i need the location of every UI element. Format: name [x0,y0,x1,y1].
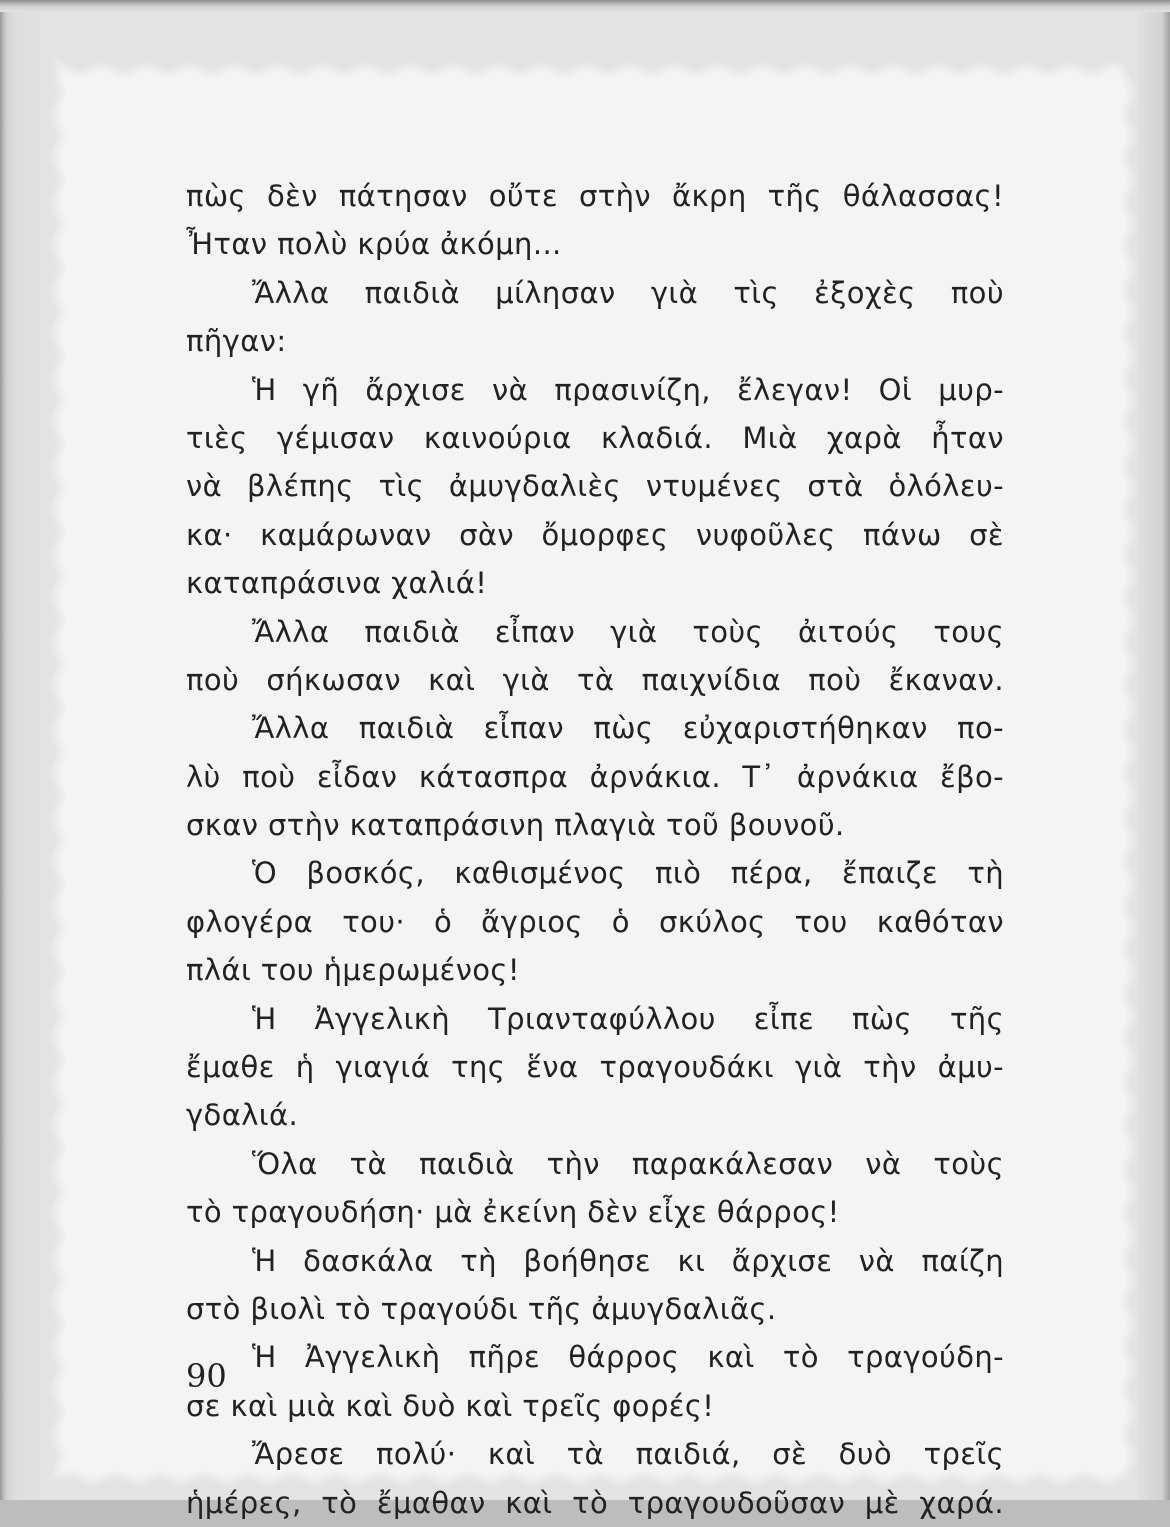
text-line: Ἡ Ἀγγελικὴ Τριανταφύλλου εἶπε πὼς τῆς [252,1001,1004,1036]
text-line: φλογέρα του· ὁ ἄγριος ὁ σκύλος του καθόταν [186,904,1004,939]
text-line: Ὁ βοσκός, καθισμένος πιὸ πέρα, ἔπαιζε τὴ [252,856,1004,891]
text-line: Ἄρεσε πολύ· καὶ τὰ παιδιά, σὲ δυὸ τρεῖς [252,1437,1004,1472]
text-line: Ὅλα τὰ παιδιὰ τὴν παρακάλεσαν νὰ τοὺς [252,1146,1004,1181]
text-line: σκαν στὴν καταπράσινη πλαγιὰ τοῦ βουνοῦ. [186,808,845,843]
text-line: Ἄλλα παιδιὰ εἶπαν γιὰ τοὺς ἀιτούς τους [252,614,1004,649]
text-line: πλάι του ἡμερωμένος! [186,953,520,988]
text-line: πὼς δὲν πάτησαν οὔτε στὴν ἄκρη τῆς θάλασσας! [186,179,1004,213]
text-line: Ἄλλα παιδιὰ εἶπαν πὼς εὐχαριστήθηκαν πο- [252,711,1004,746]
text-line: σε καὶ μιὰ καὶ δυὸ καὶ τρεῖς φορές! [186,1388,715,1423]
text-line: Ἦταν πολὺ κρύα ἀκόμη... [186,227,562,262]
text-line: τὸ τραγουδήση· μὰ ἐκείνη δὲν εἶχε θάρρος! [186,1195,840,1230]
text-line: στὸ βιολὶ τὸ τραγούδι τῆς ἀμυγδαλιᾶς. [186,1291,777,1326]
page-number: 90 [186,1357,227,1395]
text-line: πῆγαν: [186,324,287,359]
text-line: λὺ ποὺ εἶδαν κάτασπρα ἀρνάκια. Τ᾿ ἀρνάκια ἔβο- [186,759,1004,794]
text-line: καταπράσινα χαλιά! [186,566,488,601]
text-line: τιὲς γέμισαν καινούρια κλαδιά. Μιὰ χαρὰ ἦταν [186,420,1004,455]
text-line: ἡμέρες, τὸ ἔμαθαν καὶ τὸ τραγουδοῦσαν μὲ χαρά. [186,1485,1004,1520]
text-line: γδαλιά. [186,1098,299,1133]
text-line: Ἡ γῆ ἄρχισε νὰ πρασινίζη, ἔλεγαν! Οἱ μυρ- [252,372,1004,407]
text-line: ἔμαθε ἡ γιαγιά της ἕνα τραγουδάκι γιὰ τὴν ἀμυ- [186,1050,1004,1085]
text-line: νὰ βλέπης τὶς ἀμυγδαλιὲς ντυμένες στὰ ὁλόλευ- [186,469,1004,504]
text-line: Ἡ Ἀγγελικὴ πῆρε θάρρος καὶ τὸ τραγούδη- [252,1340,1004,1375]
text-line: Ἡ δασκάλα τὴ βοήθησε κι ἄρχισε νὰ παίζη [252,1243,1004,1278]
text-line: Ἄλλα παιδιὰ μίλησαν γιὰ τὶς ἐξοχὲς ποὺ [252,275,1004,310]
text-line: κα· καμάρωναν σὰν ὄμορφες νυφοῦλες πάνω σὲ [186,517,1004,552]
body-text [186,172,1004,1527]
text-line: ποὺ σήκωσαν καὶ γιὰ τὰ παιχνίδια ποὺ ἔκαναν. [186,662,1004,697]
